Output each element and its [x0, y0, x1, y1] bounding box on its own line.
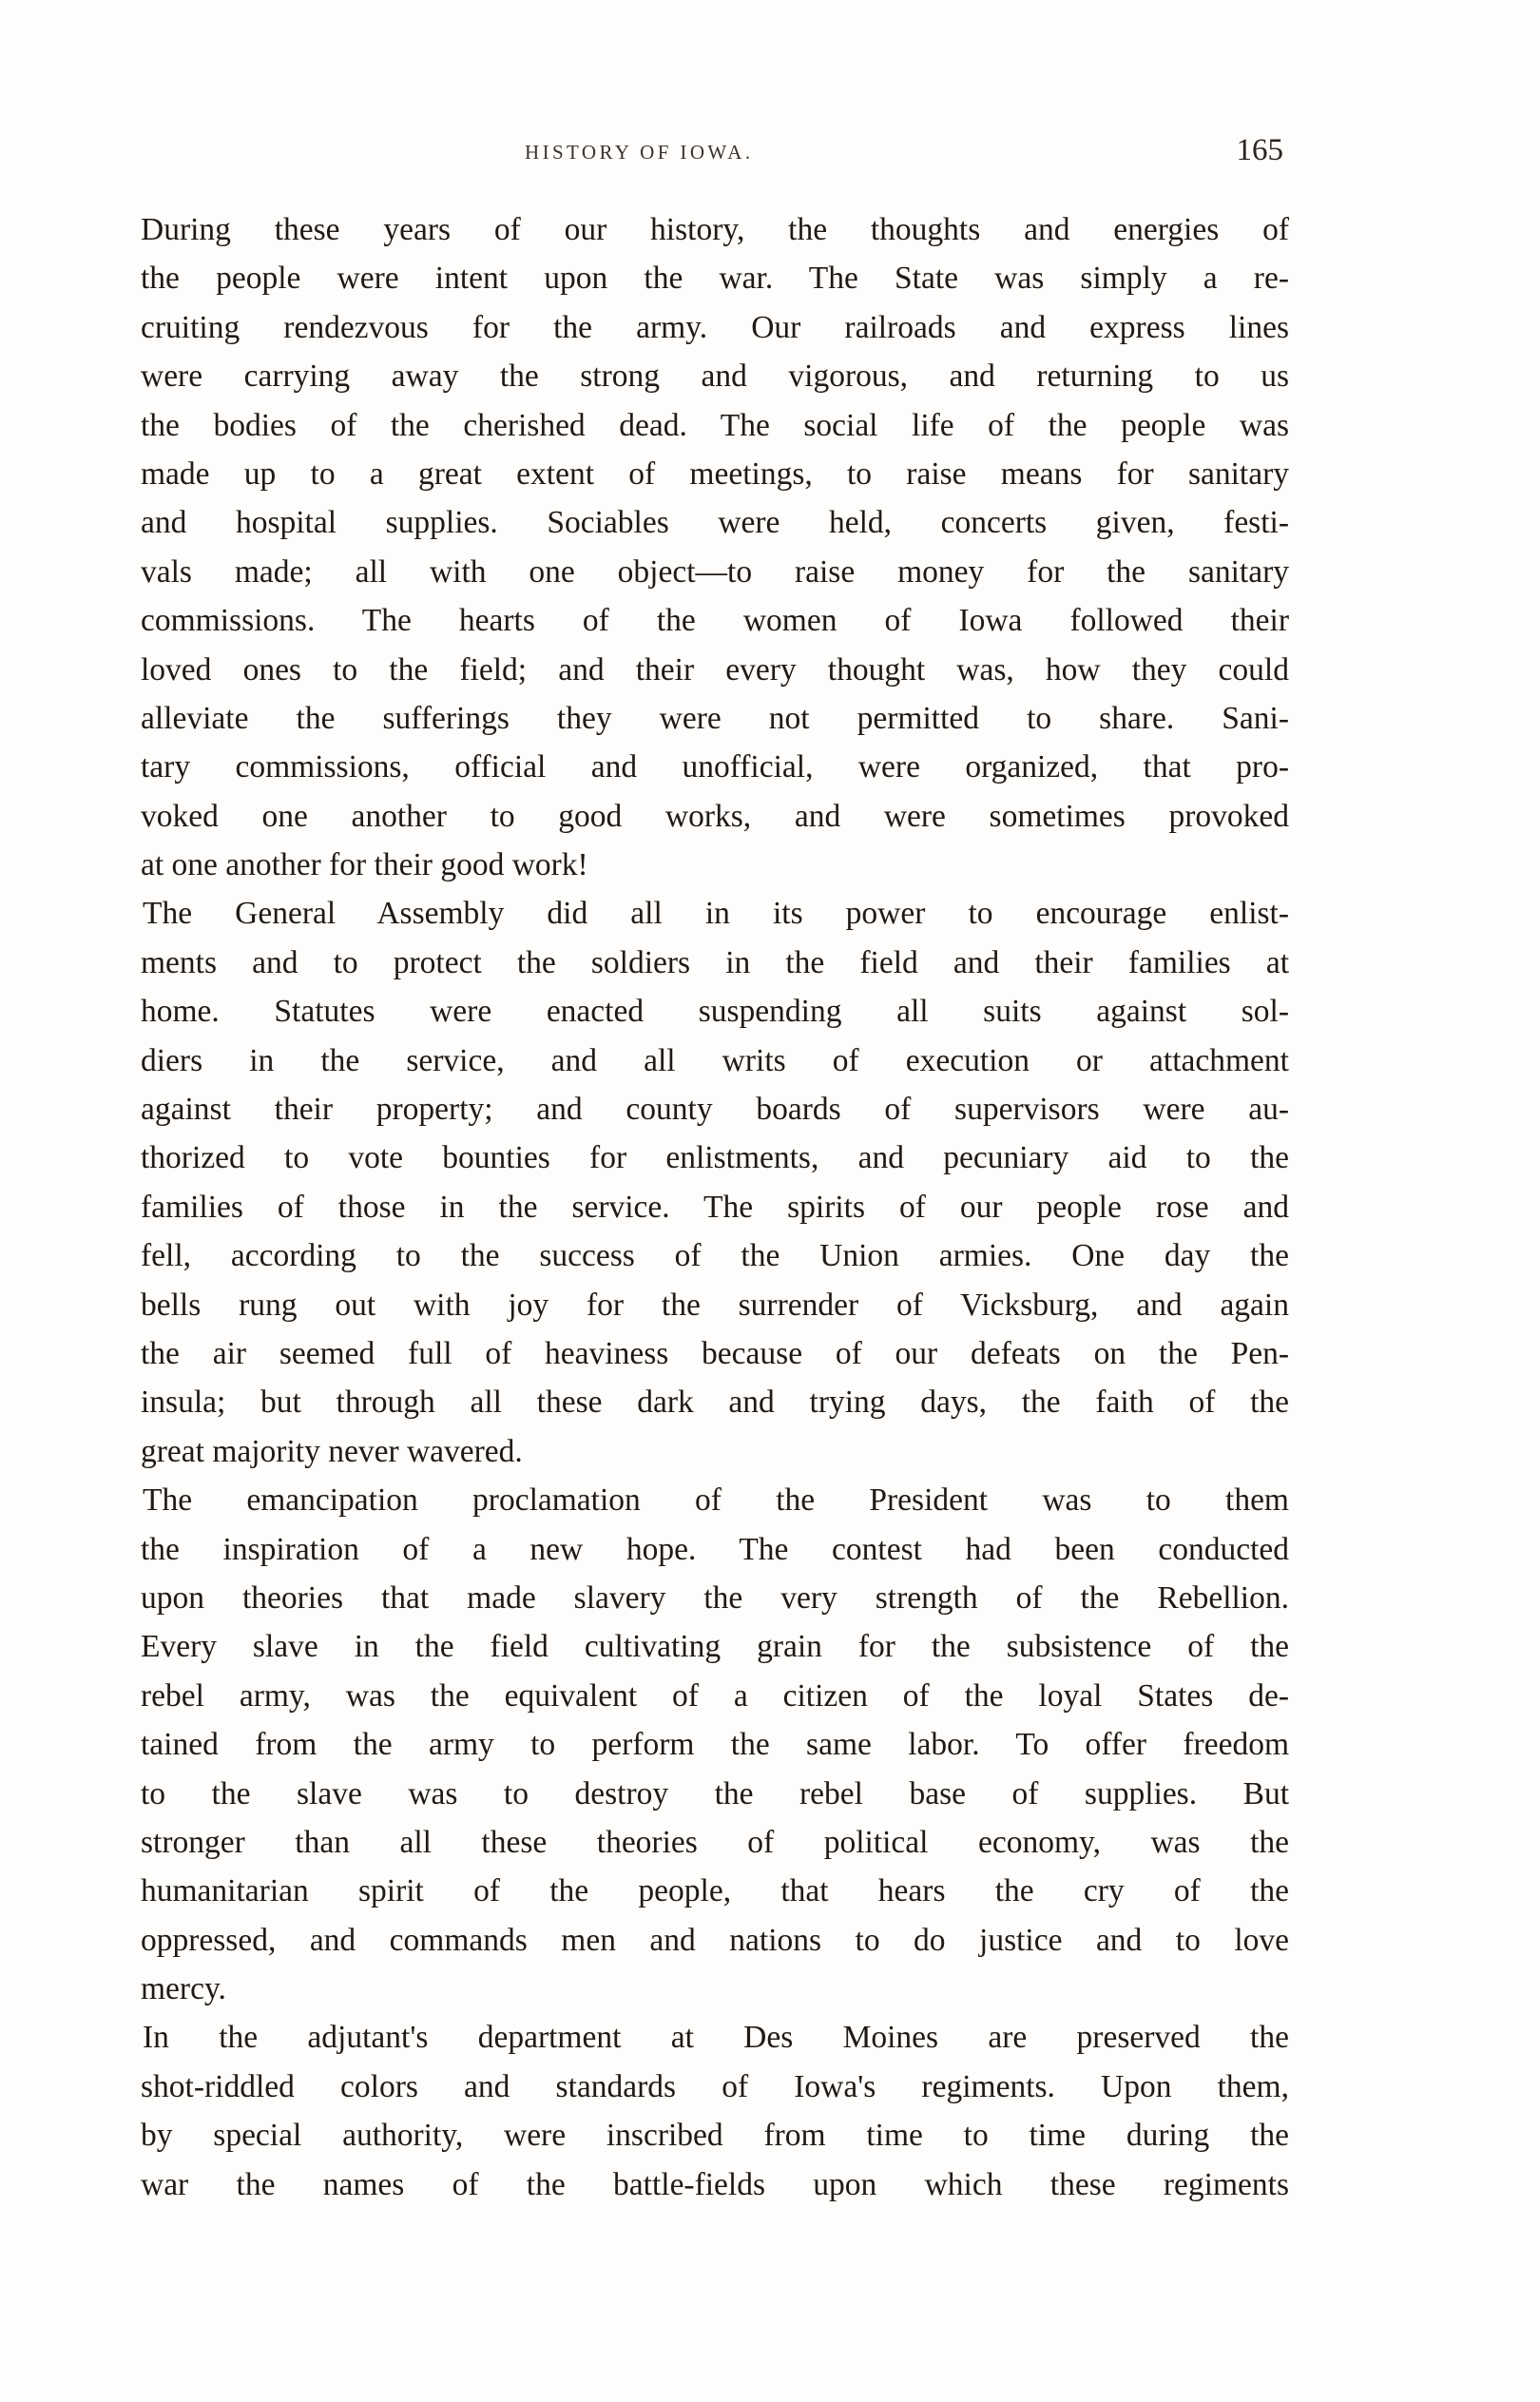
text-line: loved ones to the field; and their every thought was, how they could	[141, 651, 1289, 688]
text-line: insula; but through all these dark and trying days, the faith of the	[141, 1385, 1289, 1421]
text-line: cruiting rendezvous for the army. Our railroads and express lines	[141, 309, 1289, 345]
text-line: upon theories that made slavery the very strength of the Rebellion.	[141, 1579, 1289, 1616]
text-line: made up to a great extent of meetings, to raise means for sanitary	[141, 455, 1289, 492]
text-line: The emancipation proclamation of the President was to them	[143, 1482, 1289, 1519]
text-line: shot-riddled colors and standards of Iowa's regiments. Upon them,	[141, 2068, 1289, 2104]
text-line: vals made; all with one object—to raise money for the sanitary	[141, 553, 1289, 590]
text-line: alleviate the sufferings they were not permitted to share. Sani-	[141, 700, 1289, 736]
text-line: were carrying away the strong and vigorous, and returning to us	[141, 358, 1289, 395]
text-line: war the names of the battle-fields upon which these regiments	[141, 2166, 1289, 2202]
text-line: During these years of our history, the thoughts and energies of	[141, 212, 1289, 247]
text-line: thorized to vote bounties for enlistments, and pecuniary aid to the	[141, 1140, 1289, 1176]
text-line: In the adjutant's department at Des Moines are preserved the	[143, 2020, 1289, 2056]
text-line: commissions. The hearts of the women of Iowa followed their	[141, 603, 1289, 639]
text-line: fell, according to the success of the Union armies. One day the	[141, 1238, 1289, 1274]
text-line: families of those in the service. The spirits of our people rose and	[141, 1189, 1289, 1225]
text-line: Every slave in the field cultivating grain for the subsistence of the	[141, 1629, 1289, 1665]
text-line: mercy.	[141, 1971, 226, 2007]
text-line: The General Assembly did all in its power to encourage enlist-	[143, 896, 1289, 932]
text-line: by special authority, were inscribed from time to time during the	[141, 2118, 1289, 2154]
text-line: great majority never wavered.	[141, 1433, 523, 1469]
page-number: 165	[1236, 133, 1283, 167]
text-line: bells rung out with joy for the surrender of Vicksburg, and again	[141, 1287, 1289, 1323]
text-line: the bodies of the cherished dead. The social life of the people was	[141, 407, 1289, 443]
text-line: voked one another to good works, and were sometimes provoked	[141, 798, 1289, 834]
text-line: and hospital supplies. Sociables were held, concerts given, festi-	[141, 505, 1289, 541]
text-line: stronger than all these theories of political economy, was the	[141, 1824, 1289, 1860]
text-line: the inspiration of a new hope. The contest had been conducted	[141, 1531, 1289, 1567]
text-line: the air seemed full of heaviness because of our defeats on the Pen-	[141, 1335, 1289, 1371]
text-line: the people were intent upon the war. The State was simply a re-	[141, 261, 1289, 297]
text-line: diers in the service, and all writs of execution or attachment	[141, 1042, 1289, 1078]
text-line: oppressed, and commands men and nations to do justice and to love	[141, 1922, 1289, 1958]
text-line: home. Statutes were enacted suspending all suits against sol-	[141, 994, 1289, 1030]
body-text	[141, 205, 1289, 2209]
text-line: humanitarian spirit of the people, that hears the cry of the	[141, 1873, 1289, 1909]
text-line: rebel army, was the equivalent of a citizen of the loyal States de-	[141, 1677, 1289, 1714]
text-line: ments and to protect the soldiers in the field and their families at	[141, 944, 1289, 980]
text-line: tained from the army to perform the same labor. To offer freedom	[141, 1727, 1289, 1763]
text-line: against their property; and county boards of supervisors were au-	[141, 1092, 1289, 1128]
running-head	[0, 133, 1540, 179]
text-line: tary commissions, official and unofficial, were organized, that pro-	[141, 749, 1289, 785]
running-title: HISTORY OF IOWA.	[525, 141, 754, 164]
text-line: to the slave was to destroy the rebel base of supplies. But	[141, 1775, 1289, 1811]
text-line: at one another for their good work!	[141, 847, 588, 883]
